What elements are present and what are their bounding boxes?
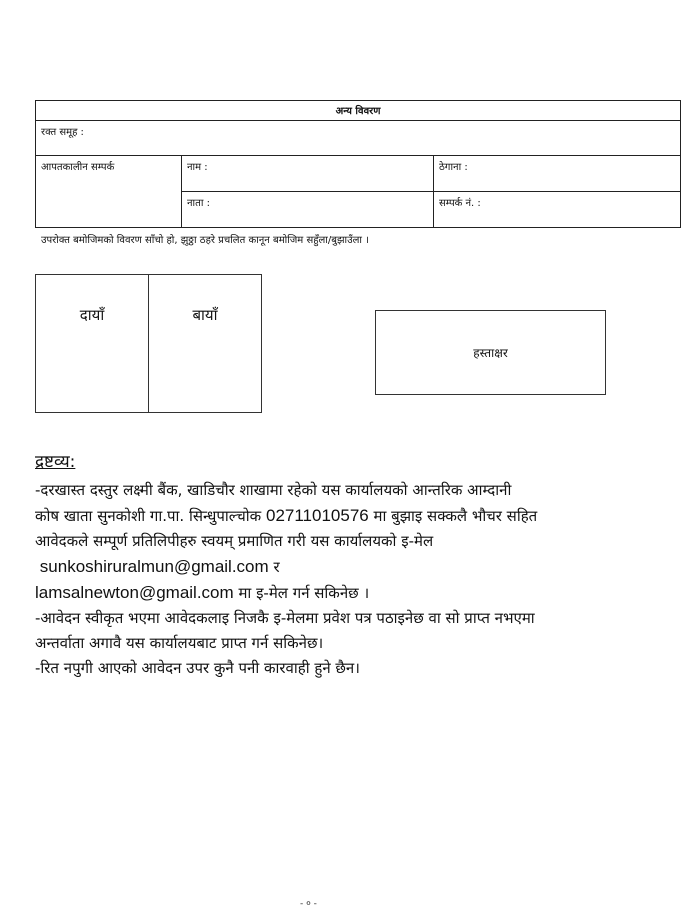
note-line (35, 554, 687, 580)
note-line: -रित नपुगी आएको आवेदन उपर कुनै पनी कारवाही हुने छैन। (35, 659, 360, 677)
right-thumb-label: दायाँ (36, 275, 149, 412)
notes-section (35, 449, 687, 681)
note-line (35, 503, 687, 529)
thumbprint-box (35, 274, 262, 413)
email-link-1[interactable]: sunkoshiruralmun@gmail.com (39, 557, 269, 576)
note-line (35, 580, 687, 606)
contact-number-field: सम्पर्क नं. : (434, 192, 681, 228)
blood-group-field: रक्त समूह : (36, 121, 681, 156)
note-line: अन्तर्वाता अगावै यस कार्यालयबाट प्राप्त गर्न सकिनेछ। (35, 634, 324, 652)
note-text: मा बुझाइ सक्कलै भौचर सहित (368, 507, 538, 525)
note-line: -दरखास्त दस्तुर लक्ष्मी बैंक, खाडिचौर शाखामा रहेको यस कार्यालयको आन्तरिक आम्दानी (35, 481, 512, 499)
declaration-text: उपरोक्त बमोजिमको विवरण साँचो हो, झुठ्ठा ठहरे प्रचलित कानून बमोजिम सहुँला/बुझाउँला । (41, 235, 369, 246)
account-number: 02711010576 (265, 506, 369, 525)
page-number: - ० - (300, 899, 317, 909)
emergency-contact-label: आपतकालीन सम्पर्क (36, 156, 182, 228)
note-text: कोष खाता सुनकोशी गा.पा. सिन्धुपाल्चोक (35, 507, 266, 525)
note-text: मा इ-मेल गर्न सकिनेछ । (233, 584, 370, 602)
contact-address-field: ठेगाना : (434, 156, 681, 192)
contact-name-field: नाम : (182, 156, 434, 192)
other-details-table (35, 100, 681, 228)
signature-label: हस्ताक्षर (473, 346, 508, 360)
note-line: आवेदकले सम्पूर्ण प्रतिलिपीहरु स्वयम् प्रमाणित गरी यस कार्यालयको इ-मेल (35, 532, 434, 550)
note-line: -आवेदन स्वीकृत भएमा आवेदकलाइ निजकै इ-मेलमा प्रवेश पत्र पठाइनेछ वा सो प्राप्त नभएमा (35, 609, 535, 627)
notes-heading: द्रष्टव्य: (35, 452, 76, 472)
email-link-2[interactable]: lamsalnewton@gmail.com (35, 583, 234, 602)
signature-box (375, 310, 606, 395)
table-title: अन्य विवरण (36, 101, 681, 121)
note-text: र (268, 558, 280, 576)
contact-relation-field: नाता : (182, 192, 434, 228)
left-thumb-label: बायाँ (192, 306, 218, 324)
